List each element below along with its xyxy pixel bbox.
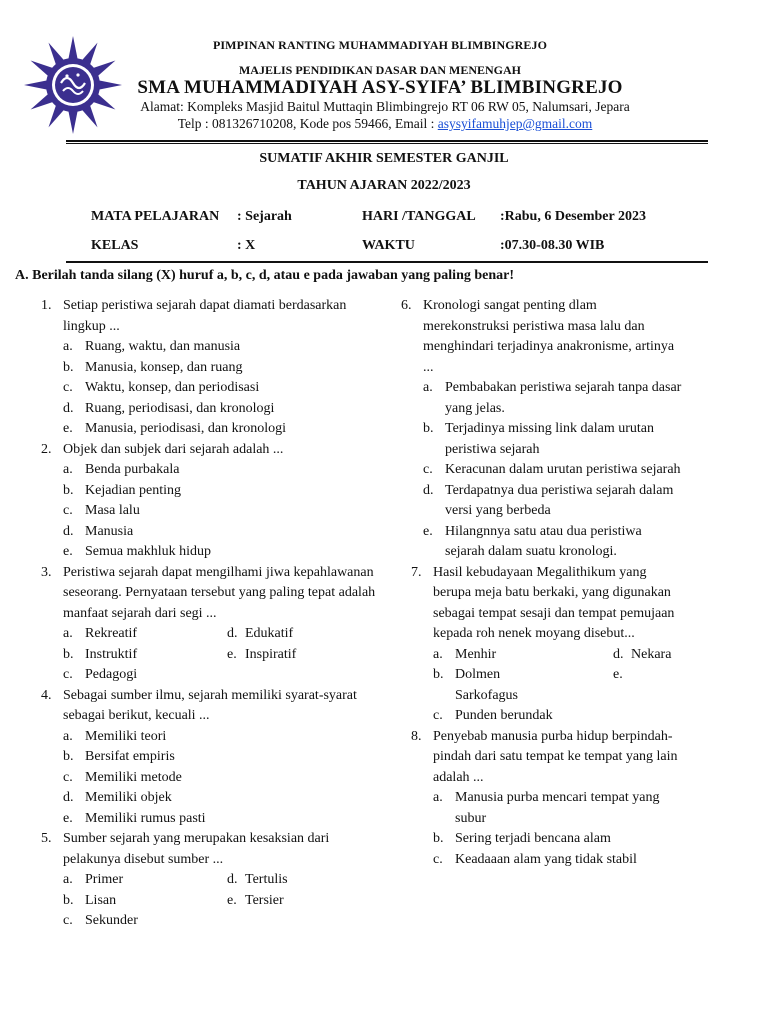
option-b[interactable]: b. Dolmen <box>433 667 501 682</box>
option-b[interactable]: b. Terjadinya missing link dalam urutan peristiwa sejarah <box>423 421 654 457</box>
option-d[interactable]: d. Edukatif <box>227 626 294 641</box>
question-number: 3. <box>41 564 52 580</box>
email-link[interactable]: asysyifamuhjep@gmail.com <box>437 116 593 131</box>
question-text: Penyebab manusia purba hidup berpindah-pindah dari satu tempat ke tempat yang lain adalah ... <box>433 728 678 785</box>
telp-text: Telp : 081326710208, Kode pos 59466, Email : <box>177 116 438 131</box>
question-text: Peristiwa sejarah dapat mengilhami jiwa kepahlawanan seseorang. Pernyataan tersebut yang paling tepat adalah manfaat sejarah dari segi ... <box>63 564 376 621</box>
option-e[interactable]: e. <box>613 667 623 682</box>
question-7 <box>411 563 683 727</box>
option-e[interactable]: e. Inspiratif <box>227 646 297 662</box>
option-b[interactable]: b. Sering terjadi bencana alam <box>433 831 611 846</box>
info-divider <box>66 261 708 263</box>
question-6 <box>401 296 683 563</box>
question-text: Sebagai sumber ilmu, sejarah memiliki syarat-syarat sebagai berikut, kecuali ... <box>63 687 357 723</box>
waktu-value: :07.30-08.30 WIB <box>500 238 605 253</box>
question-text: Setiap peristiwa sejarah dapat diamati berdasarkan lingkup ... <box>63 298 347 334</box>
option-a[interactable]: a. Menhir <box>433 646 497 662</box>
kelas-value: : X <box>237 238 256 253</box>
mapel-value: : Sejarah <box>237 209 292 224</box>
option-d[interactable]: d. Manusia <box>63 523 134 539</box>
exam-title: SUMATIF AKHIR SEMESTER GANJIL <box>259 151 509 166</box>
option-d[interactable]: d. Memiliki objek <box>63 790 172 805</box>
question-number: 7. <box>411 564 422 580</box>
left-column <box>41 296 381 932</box>
option-a[interactable]: a. Benda purbakala <box>63 462 180 477</box>
option-a[interactable]: a. Ruang, waktu, dan manusia <box>63 339 241 354</box>
header-divider <box>66 140 708 142</box>
question-5 <box>41 829 381 932</box>
school-name: SMA MUHAMMADIYAH ASY-SYIFA’ BLIMBINGREJO <box>137 77 623 98</box>
question-number: 8. <box>411 728 422 744</box>
option-c[interactable]: c. Pedagogi <box>63 667 138 682</box>
option-e[interactable]: e. Memiliki rumus pasti <box>63 810 206 826</box>
question-number: 4. <box>41 687 52 703</box>
option-c[interactable]: c. Memiliki metode <box>63 769 182 785</box>
option-c[interactable]: c. Keadaaan alam yang tidak stabil <box>433 851 637 867</box>
question-text: Kronologi sangat penting dlam merekonstruksi peristiwa masa lalu dan menghindari terjadinya anakronisme, artinya ... <box>423 298 675 375</box>
option-a[interactable]: a. Primer <box>63 872 124 887</box>
waktu-label: WAKTU <box>362 238 415 253</box>
option-a[interactable]: a. Rekreatif <box>63 626 138 641</box>
hari-value: :Rabu, 6 Desember 2023 <box>500 209 646 224</box>
option-e[interactable]: e. Hilangnnya satu atau dua peristiwa sejarah dalam suatu kronologi. <box>423 523 642 559</box>
option-e[interactable]: e. Manusia, periodisasi, dan kronologi <box>63 421 287 436</box>
option-e-text[interactable]: Sarkofagus <box>455 687 518 703</box>
question-4 <box>41 686 381 830</box>
school-contact <box>120 116 650 132</box>
option-d[interactable]: d. Terdapatnya dua peristiwa sejarah dalam versi yang berbeda <box>423 482 674 518</box>
header-line-1: PIMPINAN RANTING MUHAMMADIYAH BLIMBINGREJO <box>212 38 548 52</box>
question-number: 1. <box>41 298 52 313</box>
option-a[interactable]: a. Manusia purba mencari tempat yang subur <box>433 790 660 826</box>
question-number: 2. <box>41 441 52 457</box>
muhammadiyah-logo <box>22 34 124 136</box>
header-line-2: MAJELIS PENDIDIKAN DASAR DAN MENENGAH <box>238 63 522 77</box>
option-c[interactable]: c. Punden berundak <box>433 708 553 723</box>
option-c[interactable]: c. Sekunder <box>63 913 138 928</box>
option-b[interactable]: b. Bersifat empiris <box>63 749 175 764</box>
option-c[interactable]: c. Keracunan dalam urutan peristiwa sejarah <box>423 462 681 477</box>
right-column <box>401 296 683 870</box>
mapel-label: MATA PELAJARAN <box>91 209 220 224</box>
question-text: Hasil kebudayaan Megalithikum yang berupa meja batu berkaki, yang digunakan sebagai tempat sesaji dan tempat pemujaan kepada roh nenek moyang disebut... <box>433 564 675 641</box>
question-text: Objek dan subjek dari sejarah adalah ... <box>63 441 284 457</box>
option-c[interactable]: c. Masa lalu <box>63 503 140 518</box>
header-divider-thin <box>66 143 708 144</box>
option-e[interactable]: e. Tersier <box>227 892 284 908</box>
exam-year: TAHUN AJARAN 2022/2023 <box>297 178 471 193</box>
question-number: 5. <box>41 831 52 846</box>
question-3 <box>41 563 381 686</box>
option-d[interactable]: d. Tertulis <box>227 872 288 887</box>
question-number: 6. <box>401 298 412 313</box>
option-e[interactable]: e. Semua makhluk hidup <box>63 544 211 559</box>
question-text: Sumber sejarah yang merupakan kesaksian dari pelakunya disebut sumber ... <box>63 831 330 867</box>
option-d[interactable]: d. Nekara <box>613 646 672 662</box>
question-8 <box>411 727 683 871</box>
option-d[interactable]: d. Ruang, periodisasi, dan kronologi <box>63 400 275 416</box>
option-b[interactable]: b. Kejadian penting <box>63 482 182 498</box>
option-b[interactable]: b. Manusia, konsep, dan ruang <box>63 359 243 375</box>
option-a[interactable]: a. Pembabakan peristiwa sejarah tanpa dasar yang jelas. <box>423 380 682 416</box>
kelas-label: KELAS <box>91 238 139 253</box>
option-b[interactable]: b. Lisan <box>63 892 117 908</box>
school-address: Alamat: Kompleks Masjid Baitul Muttaqin Blimbingrejo RT 06 RW 05, Nalumsari, Jepara <box>140 99 630 114</box>
option-a[interactable]: a. Memiliki teori <box>63 728 167 744</box>
instruction: A. Berilah tanda silang (X) huruf a, b, c, d, atau e pada jawaban yang paling benar! <box>15 268 515 283</box>
hari-label: HARI /TANGGAL <box>362 209 476 224</box>
option-b[interactable]: b. Instruktif <box>63 646 138 662</box>
question-2 <box>41 440 381 563</box>
option-c[interactable]: c. Waktu, konsep, dan periodisasi <box>63 380 260 395</box>
question-1 <box>41 296 381 440</box>
